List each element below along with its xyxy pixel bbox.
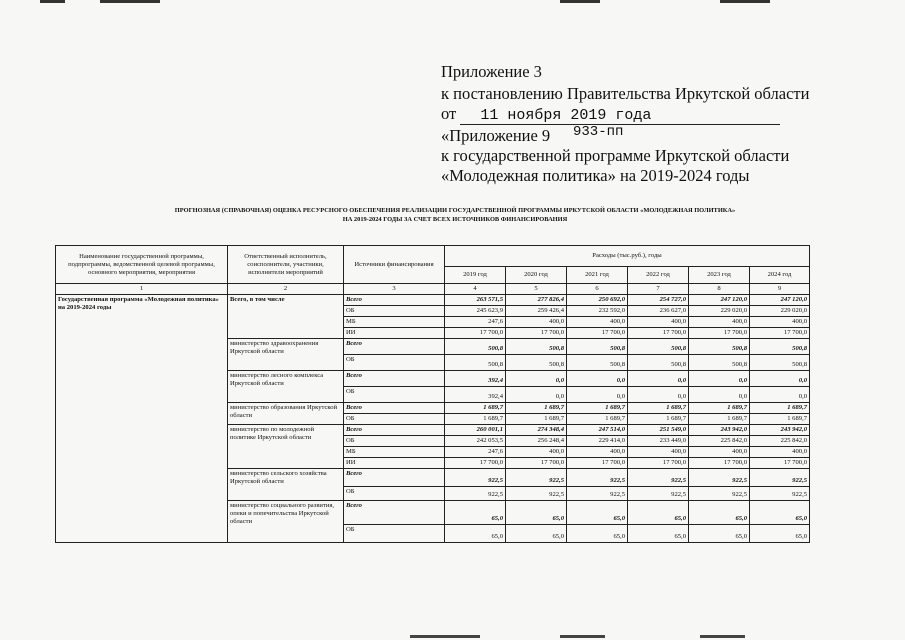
appendix9-label: «Приложение 9 <box>441 126 551 145</box>
value-cell: 0,0 <box>750 387 810 403</box>
value-cell: 17 700,0 <box>445 458 506 469</box>
value-cell: 233 449,0 <box>628 436 689 447</box>
value-cell: 400,0 <box>506 317 567 328</box>
col-exec-header: Ответственный исполнитель, соисполнители, участники, исполнители мероприятий <box>228 246 344 284</box>
value-cell: 274 348,4 <box>506 425 567 436</box>
value-cell: 500,8 <box>628 339 689 355</box>
value-cell: 922,5 <box>445 487 506 501</box>
value-cell: 500,8 <box>506 355 567 371</box>
date-line <box>441 104 780 125</box>
source-cell: ОБ <box>344 414 445 425</box>
source-cell: ОБ <box>344 525 445 543</box>
source-cell: Всего <box>344 469 445 487</box>
resource-table <box>55 245 810 543</box>
table-header <box>56 246 810 295</box>
value-cell: 922,5 <box>689 469 750 487</box>
value-cell: 922,5 <box>628 487 689 501</box>
value-cell: 259 426,4 <box>506 306 567 317</box>
value-cell: 400,0 <box>689 317 750 328</box>
value-cell: 1 689,7 <box>445 403 506 414</box>
value-cell: 251 549,0 <box>628 425 689 436</box>
value-cell: 229 020,0 <box>750 306 810 317</box>
value-cell: 0,0 <box>506 387 567 403</box>
value-cell: 232 592,0 <box>567 306 628 317</box>
scan-artifact <box>700 635 745 638</box>
value-cell: 229 020,0 <box>689 306 750 317</box>
value-cell: 17 700,0 <box>750 328 810 339</box>
value-cell: 65,0 <box>628 525 689 543</box>
scan-artifact <box>40 0 65 3</box>
index-cell: 3 <box>344 284 445 295</box>
value-cell: 1 689,7 <box>689 403 750 414</box>
value-cell: 1 689,7 <box>506 414 567 425</box>
value-cell: 229 414,0 <box>567 436 628 447</box>
value-cell: 400,0 <box>628 447 689 458</box>
date-prefix: от <box>441 104 457 123</box>
value-cell: 1 689,7 <box>628 414 689 425</box>
value-cell: 400,0 <box>689 447 750 458</box>
value-cell: 0,0 <box>689 387 750 403</box>
executor-cell: министерство здравоохранения Иркутской области <box>228 339 344 371</box>
source-cell: ОБ <box>344 355 445 371</box>
value-cell: 1 689,7 <box>750 414 810 425</box>
value-cell: 17 700,0 <box>567 458 628 469</box>
value-cell: 0,0 <box>567 371 628 387</box>
executor-cell: министерство по молодежной политике Иркутской области <box>228 425 344 469</box>
value-cell: 500,8 <box>567 339 628 355</box>
value-cell: 400,0 <box>506 447 567 458</box>
index-cell: 5 <box>506 284 567 295</box>
source-cell: МБ <box>344 317 445 328</box>
value-cell: 243 942,0 <box>689 425 750 436</box>
value-cell: 0,0 <box>750 371 810 387</box>
value-cell: 400,0 <box>628 317 689 328</box>
value-cell: 0,0 <box>567 387 628 403</box>
value-cell: 922,5 <box>689 487 750 501</box>
value-cell: 247 514,0 <box>567 425 628 436</box>
source-cell: ОБ <box>344 487 445 501</box>
value-cell: 922,5 <box>567 487 628 501</box>
title-line-1: ПРОГНОЗНАЯ (СПРАВОЧНАЯ) ОЦЕНКА РЕСУРСНОГО ОБЕСПЕЧЕНИЯ РЕАЛИЗАЦИИ ГОСУДАРСТВЕННОЙ ПРОГРАММЫ ИРКУТСКОЙ ОБЛАСТИ «МОЛОДЕЖНАЯ ПОЛИТИКА» <box>174 207 736 214</box>
value-cell: 65,0 <box>567 525 628 543</box>
source-cell: Всего <box>344 425 445 436</box>
index-cell: 6 <box>567 284 628 295</box>
value-cell: 65,0 <box>689 501 750 525</box>
value-cell: 0,0 <box>628 387 689 403</box>
value-cell: 500,8 <box>628 355 689 371</box>
resolution-number: 933-пп <box>573 124 624 140</box>
value-cell: 65,0 <box>445 501 506 525</box>
value-cell: 17 700,0 <box>506 328 567 339</box>
value-cell: 65,0 <box>445 525 506 543</box>
index-cell: 9 <box>750 284 810 295</box>
value-cell: 922,5 <box>567 469 628 487</box>
table-body <box>56 295 810 543</box>
value-cell: 1 689,7 <box>750 403 810 414</box>
value-cell: 225 842,0 <box>689 436 750 447</box>
value-cell: 225 842,0 <box>750 436 810 447</box>
source-cell: Всего <box>344 371 445 387</box>
value-cell: 922,5 <box>445 469 506 487</box>
value-cell: 242 053,5 <box>445 436 506 447</box>
title-line-2: НА 2019-2024 ГОДЫ ЗА СЧЕТ ВСЕХ ИСТОЧНИКОВ ФИНАНСИРОВАНИЯ <box>342 216 568 223</box>
value-cell: 500,8 <box>689 339 750 355</box>
value-cell: 922,5 <box>506 469 567 487</box>
value-cell: 392,4 <box>445 387 506 403</box>
value-cell: 256 248,4 <box>506 436 567 447</box>
value-cell: 1 689,7 <box>506 403 567 414</box>
value-cell: 17 700,0 <box>628 328 689 339</box>
source-cell: ИИ <box>344 328 445 339</box>
program-name-label: «Молодежная политика» на 2019-2024 годы <box>441 166 750 185</box>
value-cell: 500,8 <box>567 355 628 371</box>
value-cell: 65,0 <box>567 501 628 525</box>
source-cell: Всего <box>344 339 445 355</box>
value-cell: 243 942,0 <box>750 425 810 436</box>
source-cell: ОБ <box>344 306 445 317</box>
source-cell: Всего <box>344 295 445 306</box>
value-cell: 17 700,0 <box>750 458 810 469</box>
resolution-date: 11 ноября 2019 года <box>460 107 780 125</box>
value-cell: 17 700,0 <box>689 328 750 339</box>
value-cell: 922,5 <box>506 487 567 501</box>
source-cell: ИИ <box>344 458 445 469</box>
scan-artifact <box>560 635 605 638</box>
index-cell: 1 <box>56 284 228 295</box>
value-cell: 922,5 <box>750 469 810 487</box>
value-cell: 247 120,0 <box>689 295 750 306</box>
source-cell: ОБ <box>344 387 445 403</box>
year-header: 2019 год <box>445 267 506 284</box>
value-cell: 247 120,0 <box>750 295 810 306</box>
index-cell: 7 <box>628 284 689 295</box>
resolution-label: к постановлению Правительства Иркутской области <box>441 84 810 103</box>
executor-cell: министерство образования Иркутской области <box>228 403 344 425</box>
executor-cell: министерство сельского хозяйства Иркутской области <box>228 469 344 501</box>
document-title <box>60 206 850 224</box>
source-cell: Всего <box>344 501 445 525</box>
value-cell: 500,8 <box>750 339 810 355</box>
value-cell: 0,0 <box>506 371 567 387</box>
value-cell: 65,0 <box>689 525 750 543</box>
index-cell: 4 <box>445 284 506 295</box>
year-header: 2020 год <box>506 267 567 284</box>
table-row <box>56 295 810 306</box>
value-cell: 65,0 <box>506 525 567 543</box>
value-cell: 260 001,1 <box>445 425 506 436</box>
col-source-header: Источники финансирования <box>344 246 445 284</box>
value-cell: 1 689,7 <box>567 403 628 414</box>
value-cell: 65,0 <box>750 501 810 525</box>
value-cell: 400,0 <box>567 317 628 328</box>
executor-cell: министерство социального развития, опеки и попечительства Иркутской области <box>228 501 344 543</box>
year-header: 2023 год <box>689 267 750 284</box>
value-cell: 1 689,7 <box>628 403 689 414</box>
appendix-label: Приложение 3 <box>441 62 542 81</box>
index-cell: 2 <box>228 284 344 295</box>
value-cell: 1 689,7 <box>689 414 750 425</box>
value-cell: 245 623,9 <box>445 306 506 317</box>
value-cell: 247,6 <box>445 447 506 458</box>
source-cell: ОБ <box>344 436 445 447</box>
value-cell: 1 689,7 <box>567 414 628 425</box>
value-cell: 236 627,0 <box>628 306 689 317</box>
col-expenses-header: Расходы (тыс.руб.), годы <box>445 246 810 267</box>
value-cell: 0,0 <box>628 371 689 387</box>
value-cell: 500,8 <box>506 339 567 355</box>
value-cell: 392,4 <box>445 371 506 387</box>
value-cell: 277 826,4 <box>506 295 567 306</box>
value-cell: 17 700,0 <box>689 458 750 469</box>
value-cell: 263 571,5 <box>445 295 506 306</box>
program-label: к государственной программе Иркутской области <box>441 146 790 165</box>
value-cell: 500,8 <box>689 355 750 371</box>
col-name-header: Наименование государственной программы, подпрограммы, ведомственной целевой программы, основного мероприятия, мероприятия <box>56 246 228 284</box>
value-cell: 400,0 <box>567 447 628 458</box>
year-header: 2024 год <box>750 267 810 284</box>
value-cell: 254 727,0 <box>628 295 689 306</box>
executor-cell: министерство лесного комплекса Иркутской области <box>228 371 344 403</box>
value-cell: 500,8 <box>445 355 506 371</box>
value-cell: 65,0 <box>628 501 689 525</box>
value-cell: 400,0 <box>750 447 810 458</box>
value-cell: 500,8 <box>445 339 506 355</box>
value-cell: 247,6 <box>445 317 506 328</box>
value-cell: 0,0 <box>689 371 750 387</box>
value-cell: 65,0 <box>750 525 810 543</box>
year-header: 2021 год <box>567 267 628 284</box>
source-cell: Всего <box>344 403 445 414</box>
program-name-cell: Государственная программа «Молодежная политика» на 2019-2024 годы <box>56 295 228 543</box>
scan-artifact <box>720 0 770 3</box>
value-cell: 17 700,0 <box>567 328 628 339</box>
value-cell: 400,0 <box>750 317 810 328</box>
scan-artifact <box>100 0 160 3</box>
value-cell: 65,0 <box>506 501 567 525</box>
index-cell: 8 <box>689 284 750 295</box>
value-cell: 500,8 <box>750 355 810 371</box>
value-cell: 250 692,0 <box>567 295 628 306</box>
source-cell: МБ <box>344 447 445 458</box>
index-row <box>56 284 810 295</box>
value-cell: 17 700,0 <box>506 458 567 469</box>
scan-artifact <box>560 0 600 3</box>
value-cell: 1 689,7 <box>445 414 506 425</box>
value-cell: 17 700,0 <box>445 328 506 339</box>
value-cell: 17 700,0 <box>628 458 689 469</box>
value-cell: 922,5 <box>750 487 810 501</box>
executor-cell: Всего, в том числе <box>228 295 344 339</box>
year-header: 2022 год <box>628 267 689 284</box>
value-cell: 922,5 <box>628 469 689 487</box>
scan-artifact <box>410 635 480 638</box>
